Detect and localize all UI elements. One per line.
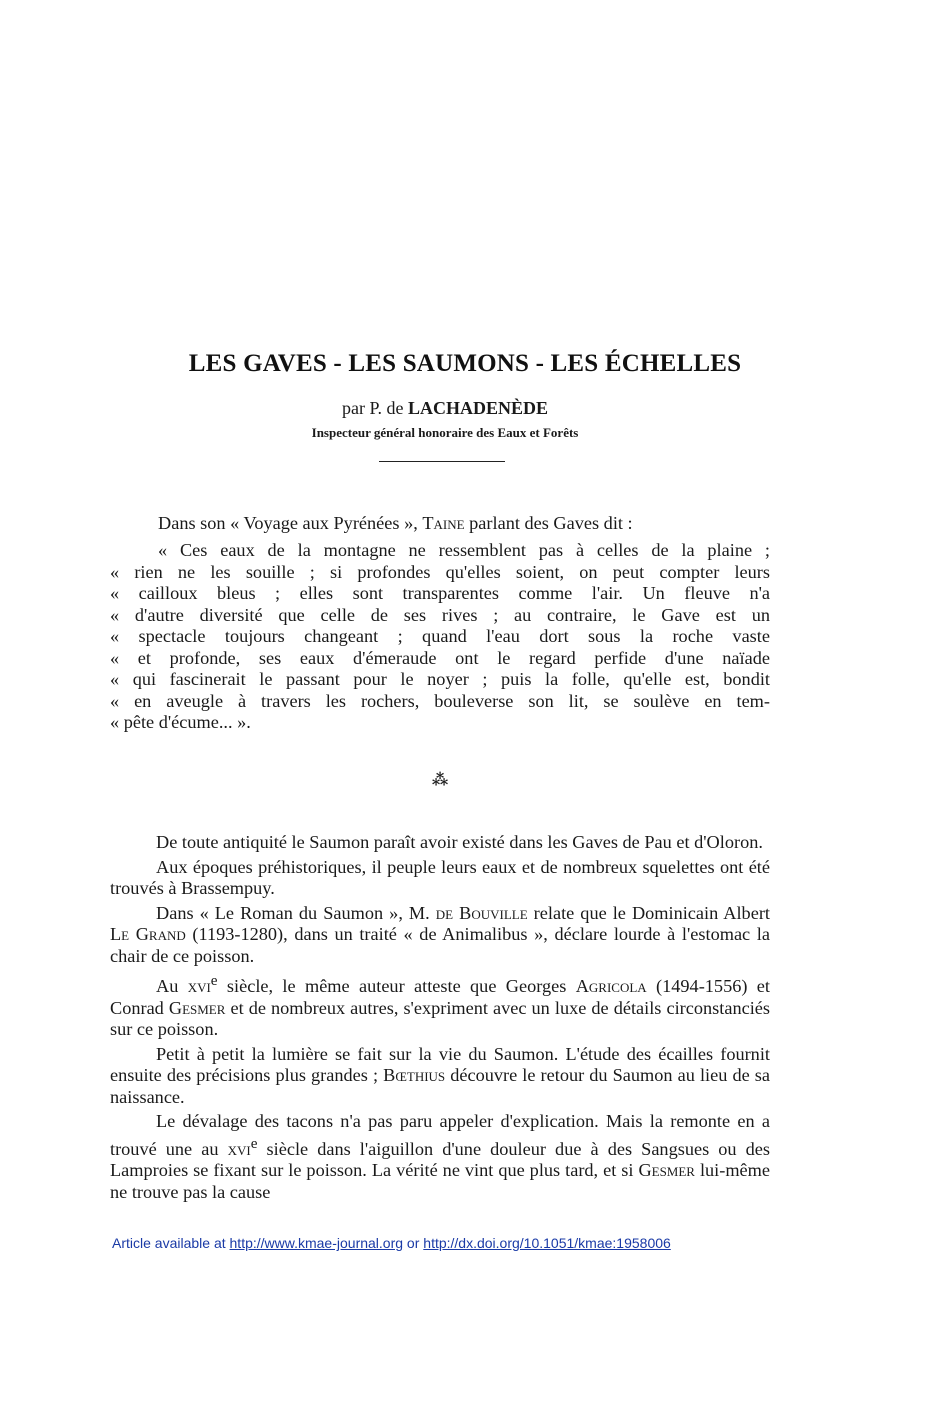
author-name: LACHADENÈDE	[407, 398, 549, 418]
author-ref: Agricola	[575, 976, 647, 997]
author-ref: Gesmer	[638, 1160, 695, 1181]
century-numeral: xvi	[187, 976, 211, 997]
text-run: Le dévalage des tacons n'a pas paru appeler d'explication. Mais la remonte en a trouvé une au	[110, 1111, 770, 1159]
paragraph-scales-study	[110, 1044, 770, 1109]
author-ref: Le Grand	[110, 924, 186, 944]
author-ref: Gesmer	[168, 997, 226, 1018]
text-run: relate que le Dominicain Albert	[527, 902, 770, 923]
article-title: LES GAVES - LES SAUMONS - LES ÉCHELLES	[188, 350, 742, 377]
intro-author: Taine	[422, 513, 465, 533]
availability-footer	[112, 1235, 671, 1251]
intro-tail: parlant des Gaves dit :	[464, 513, 633, 533]
intro-lead: Dans son « Voyage aux Pyrénées »,	[158, 513, 423, 533]
footer-prefix: Article available at	[112, 1235, 230, 1251]
section-ornament: ⁂	[431, 772, 449, 789]
author-ref: de Bouville	[435, 902, 528, 923]
quote-line: « rien ne les souille ; si profondes qu'elles soient, on peut compter leurs	[110, 561, 770, 582]
doi-link[interactable]: http://dx.doi.org/10.1051/kmae:1958006	[423, 1235, 671, 1251]
text-run: (1193-1280), dans un traité « de Animalibus », déclare lourde à l'estomac la chair de ce poisson.	[110, 924, 770, 966]
title-divider	[379, 461, 505, 462]
author-affiliation: Inspecteur général honoraire des Eaux et Forêts	[311, 425, 579, 440]
text-run: (1494-1556) et Conrad	[110, 976, 770, 1018]
text-run: Petit à petit la lumière se fait sur la vie du Saumon. L'étude des écailles fournit ensuite des précisions plus grandes ;	[110, 1043, 770, 1086]
century-numeral: xvi	[227, 1138, 251, 1159]
paragraph-tacons	[110, 1111, 770, 1203]
article-body	[110, 832, 770, 1206]
byline-prefix: par P. de	[341, 398, 408, 418]
text-run: siècle dans l'aiguillon d'une douleur due à des Sangsues ou des Lamproies se fixant sur le poisson. La vérité ne vint que plus tard, et si	[110, 1138, 770, 1181]
paragraph-antiquity: De toute antiquité le Saumon paraît avoir existé dans les Gaves de Pau et d'Oloron.	[156, 832, 763, 852]
author-ref: Bœthius	[383, 1065, 446, 1086]
quote-line: « qui fascinerait le passant pour le noyer ; puis la folle, qu'elle est, bondit	[110, 669, 770, 689]
text-run: lui-même ne trouve pas la cause	[110, 1160, 771, 1202]
paragraph-sixteenth-century	[110, 970, 770, 1041]
text-run: siècle, le même auteur atteste que Georges	[217, 976, 576, 997]
journal-link[interactable]: http://www.kmae-journal.org	[229, 1235, 404, 1251]
quote-line: « Ces eaux de la montagne ne ressemblent pas à celles de la plaine ;	[158, 540, 770, 560]
quote-line: « cailloux bleus ; elles sont transparentes comme l'air. Un fleuve n'a	[110, 583, 770, 603]
text-run: Au	[156, 976, 188, 997]
paragraph-roman-du-saumon	[110, 903, 770, 968]
quote-line: « pête d'écume... ».	[110, 712, 251, 732]
ordinal-suffix: e	[250, 1134, 258, 1152]
quote-line: « en aveugle à travers les rochers, bouleverse son lit, se soulève en tem-	[110, 690, 770, 711]
footer-middle: or	[403, 1235, 424, 1251]
quote-line: « d'autre diversité que celle de ses rives ; au contraire, le Gave est un	[110, 604, 770, 625]
quote-line: « spectacle toujours changeant ; quand l'eau dort sous la roche vaste	[110, 626, 770, 646]
ordinal-suffix: e	[210, 972, 218, 989]
quote-line: « et profonde, ses eaux d'émeraude ont le regard perfide d'une naïade	[110, 647, 770, 668]
text-run: et de nombreux autres, s'expriment avec un luxe de détails circonstanciés sur ce poisson.	[110, 997, 771, 1040]
intro-paragraph	[110, 513, 770, 535]
text-run: Dans « Le Roman du Saumon », M.	[156, 902, 436, 923]
byline	[0, 398, 890, 419]
paragraph-prehistory: Aux époques préhistoriques, il peuple leurs eaux et de nombreux squelettes ont été trouvés à Brassempuy.	[110, 856, 770, 898]
text-run: découvre le retour du Saumon au lieu de sa naissance.	[110, 1065, 770, 1107]
taine-quote	[110, 540, 770, 734]
